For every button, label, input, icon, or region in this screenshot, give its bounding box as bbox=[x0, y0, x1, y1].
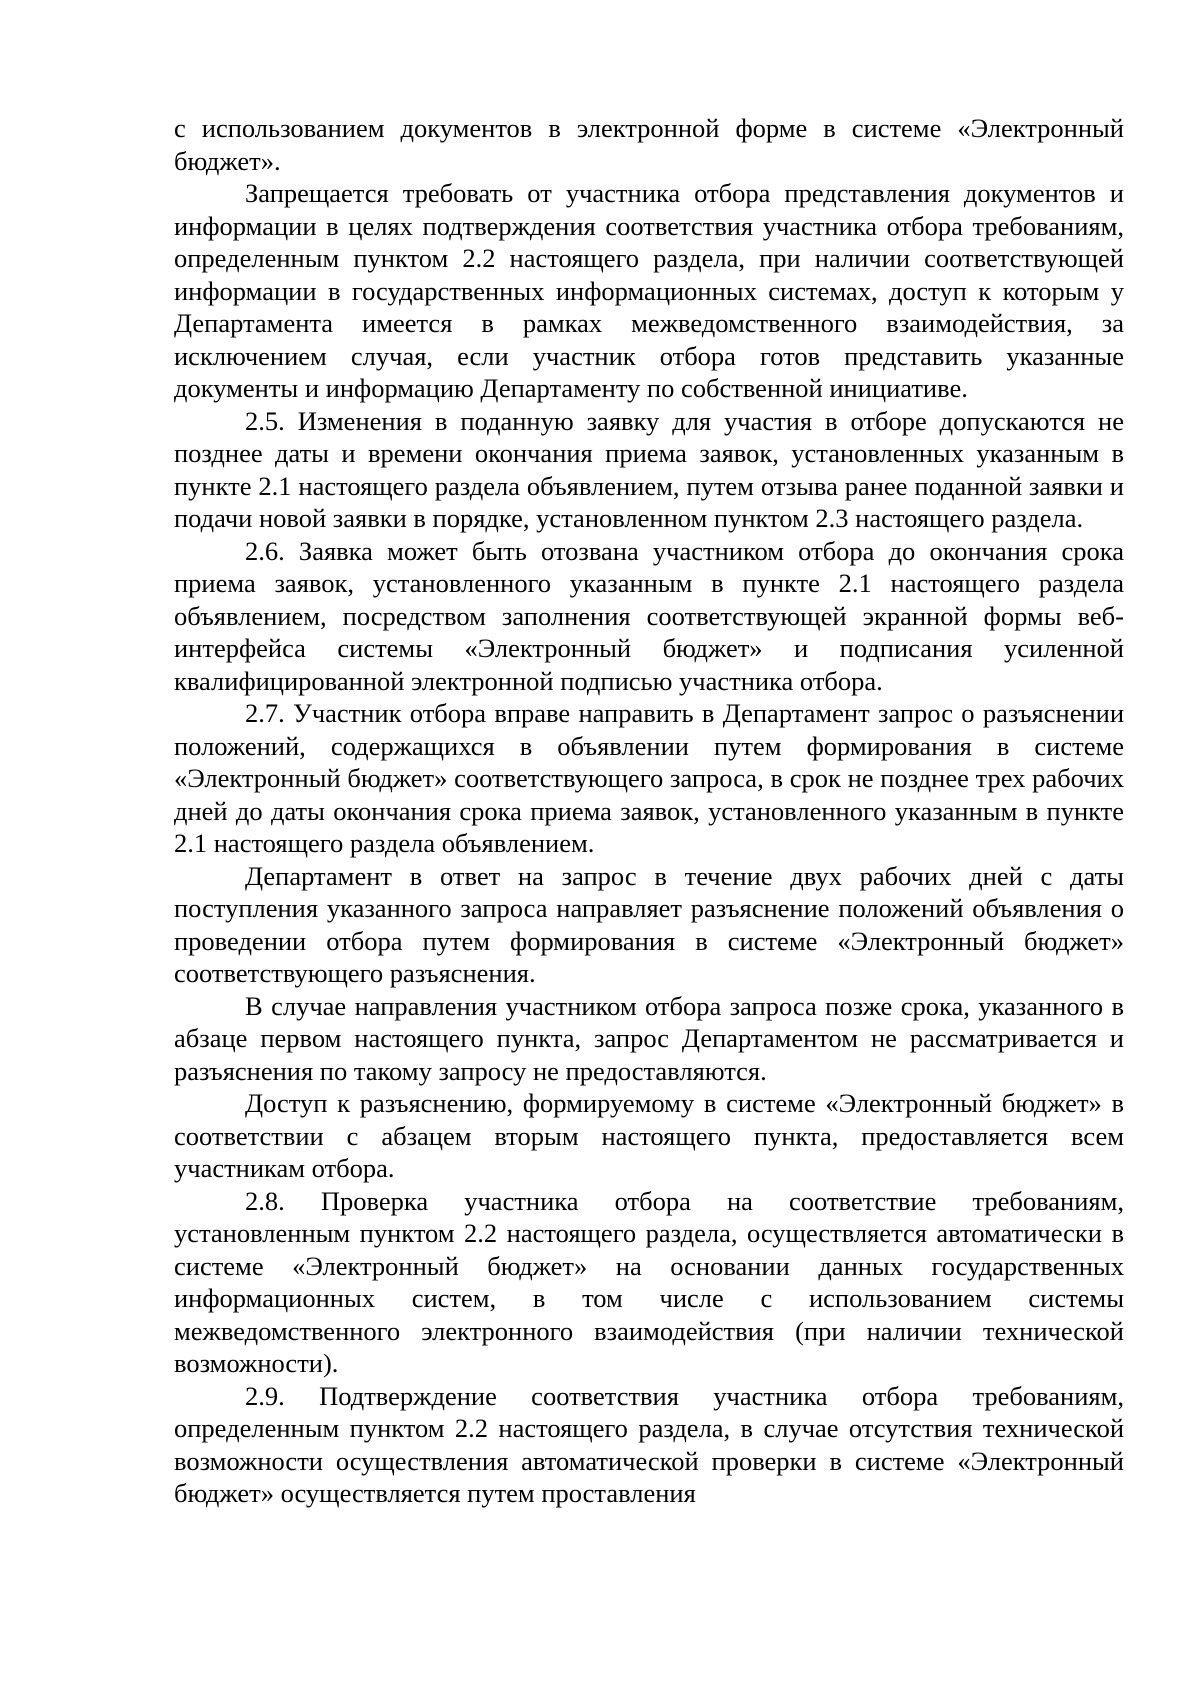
paragraph-2-8: 2.8. Проверка участника отбора на соответствие требованиям, установленным пунктом 2.2 настоящего раздела, осуществляется автоматически в системе «Электронный бюджет» на основании данных государственных информационных систем, в том числе с использованием системы межведомственного электронного взаимодействия (при наличии технической возможности). bbox=[174, 1185, 1124, 1378]
paragraph-2-6: 2.6. Заявка может быть отозвана участником отбора до окончания срока приема заявок, установленного указанным в пункте 2.1 настоящего раздела объявлением, посредством заполнения соответствующей экранной формы веб-интерфейса системы «Электронный бюджет» и подписания усиленной квалифицированной электронной подписью участника отбора. bbox=[174, 535, 1124, 696]
paragraph-department-response: Департамент в ответ на запрос в течение двух рабочих дней с даты поступления указанного запроса направляет разъяснение положений объявления о проведении отбора путем формирования в системе «Электронный бюджет» соответствующего разъяснения. bbox=[174, 860, 1124, 988]
document-page bbox=[174, 112, 1124, 1510]
paragraph-late-request: В случае направления участником отбора запроса позже срока, указанного в абзаце первом настоящего пункта, запрос Департаментом не рассматривается и разъяснения по такому запросу не предоставляются. bbox=[174, 990, 1124, 1086]
paragraph-2-9: 2.9. Подтверждение соответствия участника отбора требованиям, определенным пунктом 2.2 настоящего раздела, в случае отсутствия технической возможности осуществления автоматической проверки в системе «Электронный бюджет» осуществляется путем проставления bbox=[174, 1380, 1124, 1508]
paragraph-2-5: 2.5. Изменения в поданную заявку для участия в отборе допускаются не позднее даты и времени окончания приема заявок, установленных указанным в пункте 2.1 настоящего раздела объявлением, путем отзыва ранее поданной заявки и подачи новой заявки в порядке, установленном пунктом 2.3 настоящего раздела. bbox=[174, 405, 1124, 533]
paragraph-access: Доступ к разъяснению, формируемому в системе «Электронный бюджет» в соответствии с абзацем вторым настоящего пункта, предоставляется всем участникам отбора. bbox=[174, 1088, 1124, 1183]
paragraph-2-7: 2.7. Участник отбора вправе направить в Департамент запрос о разъяснении положений, содержащихся в объявлении путем формирования в системе «Электронный бюджет» соответствующего запроса, в срок не позднее трех рабочих дней до даты окончания срока приема заявок, установленного указанным в пункте 2.1 настоящего раздела объявлением. bbox=[174, 698, 1124, 858]
paragraph-prohibition: Запрещается требовать от участника отбора представления документов и информации в целях подтверждения соответствия участника отбора требованиям, определенным пунктом 2.2 настоящего раздела, при наличии соответствующей информации в государственных информационных системах, доступ к которым у Департамента имеется в рамках межведомственного взаимодействия, за исключением случая, если участник отбора готов представить указанные документы и информацию Департаменту по собственной инициативе. bbox=[174, 178, 1124, 403]
paragraph-continuation: с использованием документов в электронной форме в системе «Электронный бюджет». bbox=[174, 113, 1124, 176]
